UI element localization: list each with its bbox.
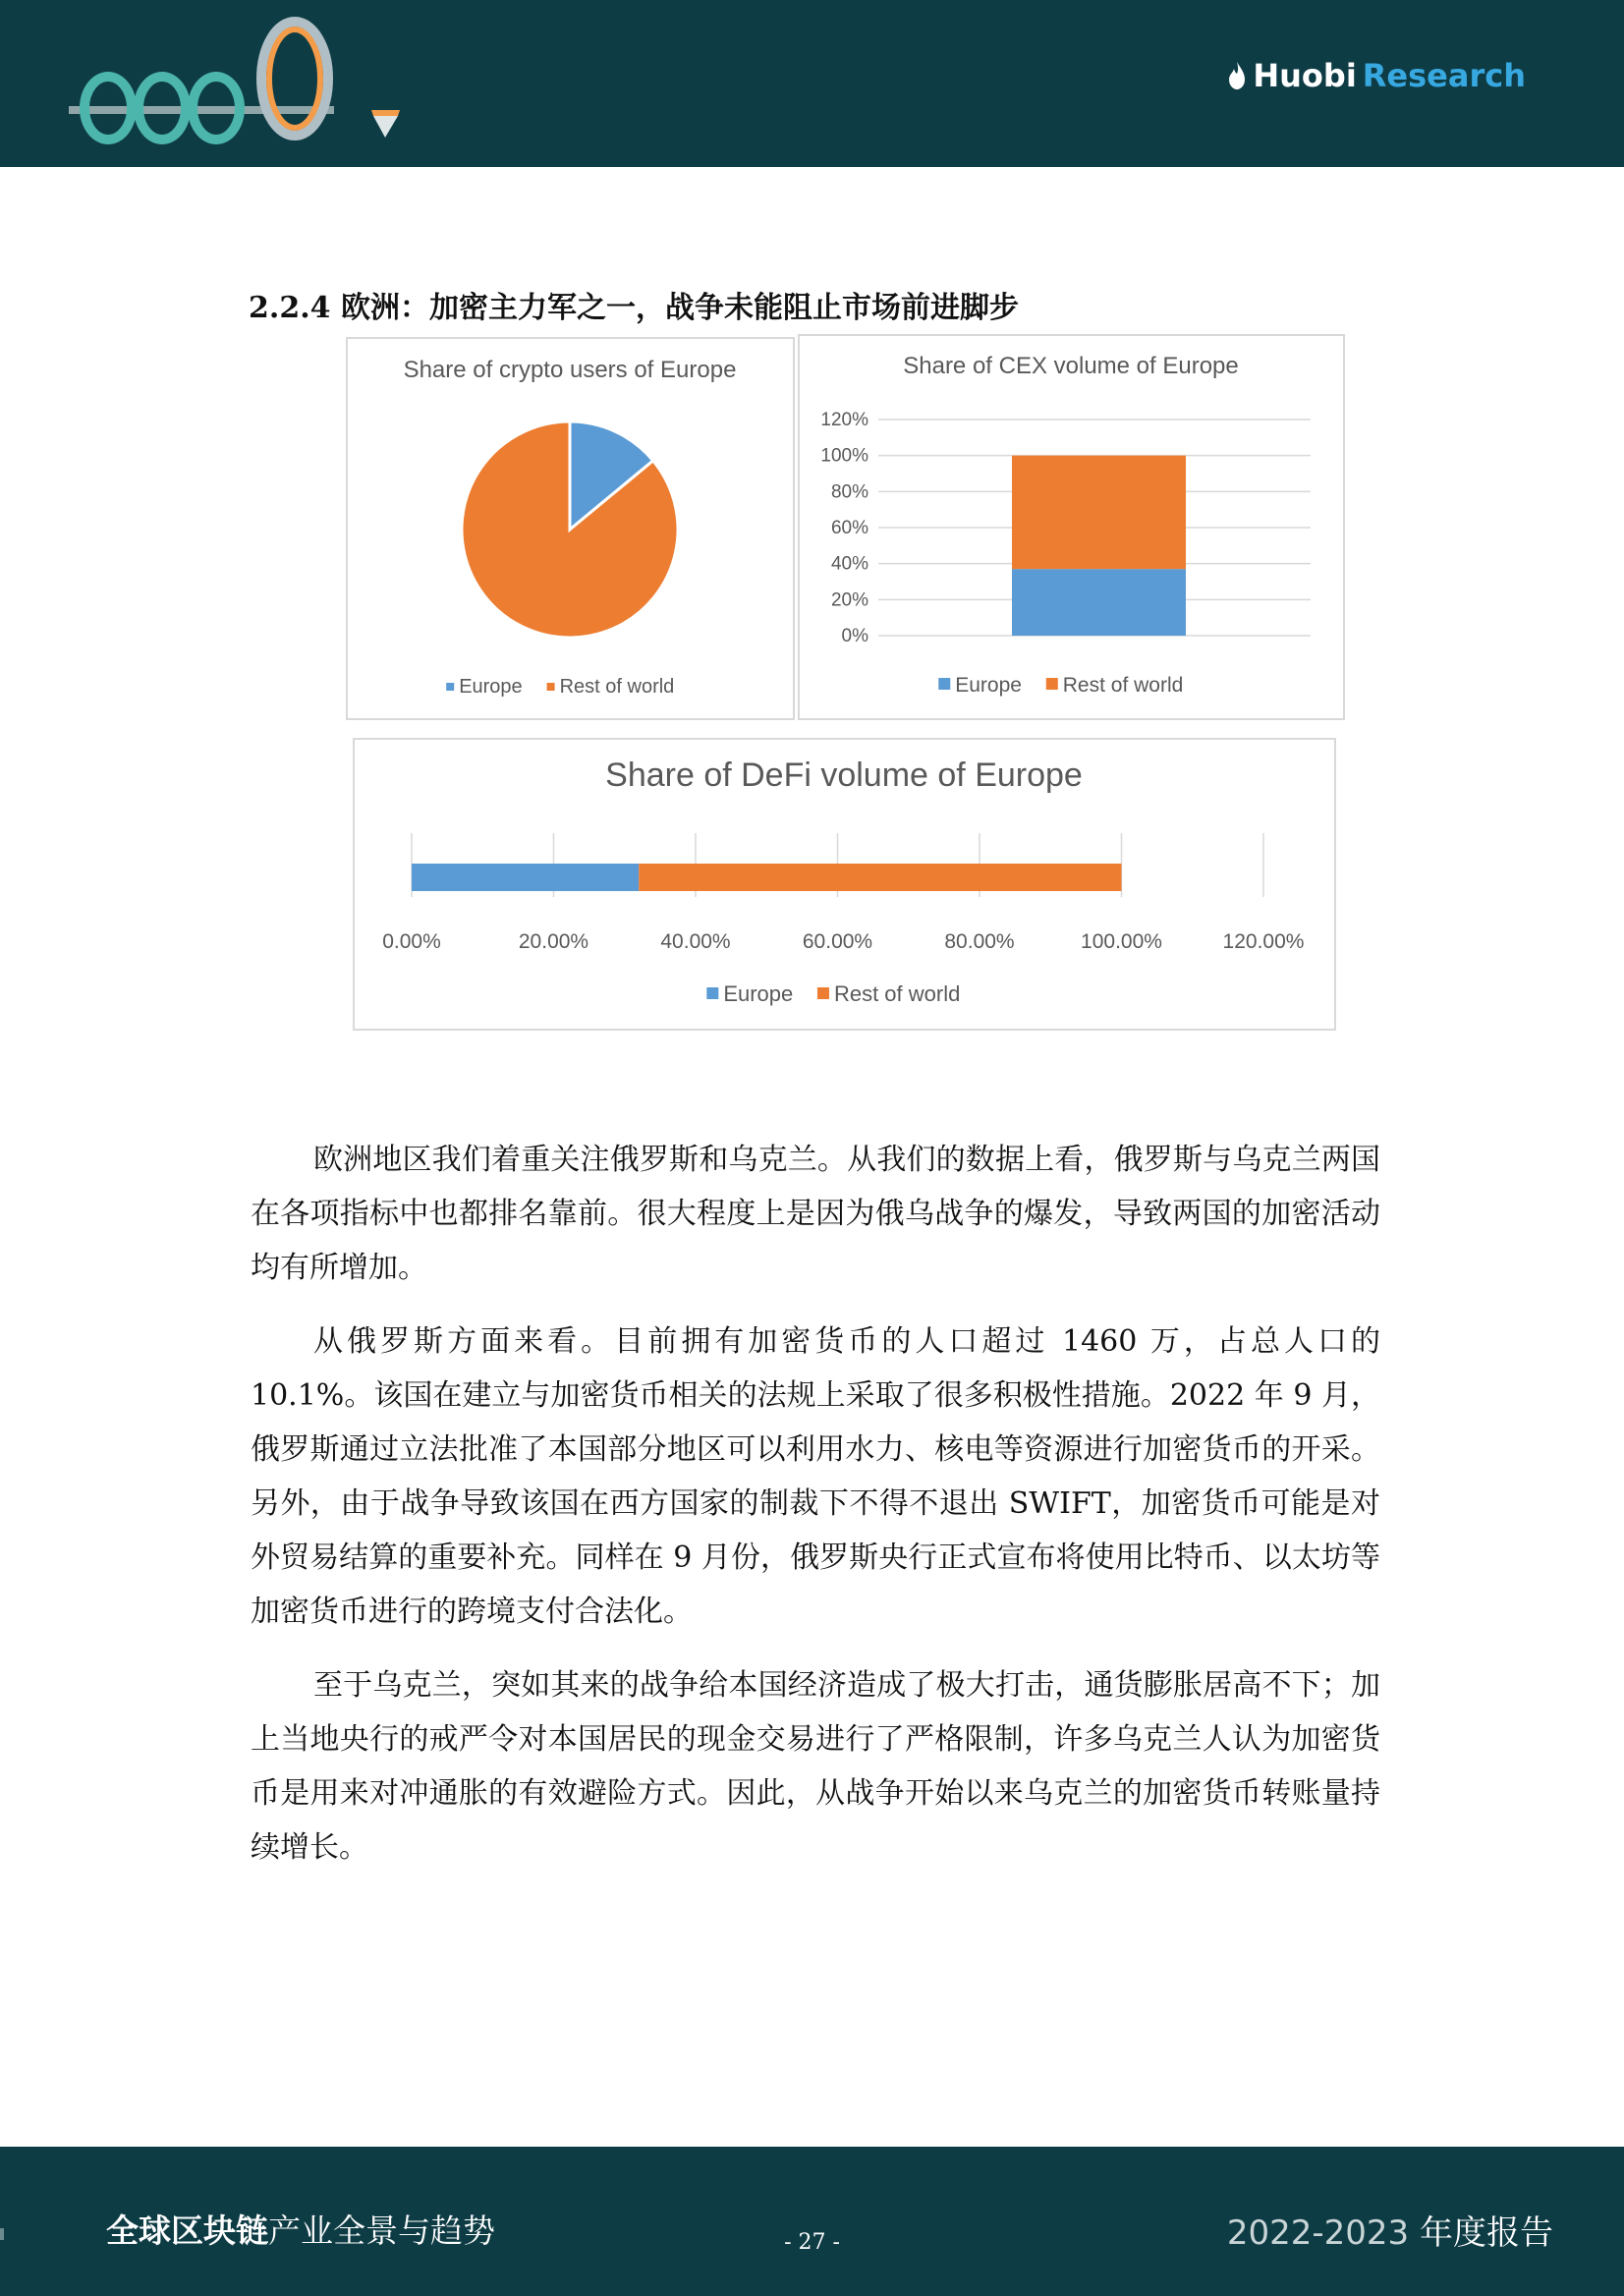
legend-label: Europe	[955, 674, 1022, 697]
legend-label: Rest of world	[559, 676, 675, 698]
legend-swatch	[817, 987, 829, 999]
bar-rest-of-world	[1012, 456, 1186, 569]
report-year-label: 年度报告	[1409, 2213, 1553, 2253]
legend-label: Europe	[459, 676, 523, 698]
x-tick-label: 40.00%	[660, 930, 731, 953]
pie-chart	[348, 339, 793, 718]
legend-label: Europe	[723, 981, 794, 1006]
report-series-bold: 全球区块链	[106, 2212, 268, 2250]
brand-main-text: Huobi	[1253, 57, 1357, 94]
y-tick-label: 100%	[820, 445, 868, 467]
page-number: - 27 -	[784, 2230, 840, 2255]
chart-defi-volume	[353, 738, 1336, 1031]
bar-europe	[412, 864, 639, 891]
section-title: 2.2.4 欧洲：加密主力军之一，战争未能阻止市场前进脚步	[249, 291, 1019, 325]
legend-swatch	[1046, 678, 1058, 690]
x-tick-label: 60.00%	[802, 930, 873, 953]
y-tick-label: 40%	[830, 553, 868, 575]
bar-europe	[1012, 569, 1186, 636]
chart-crypto-users	[346, 337, 795, 720]
legend-swatch	[547, 683, 555, 691]
y-tick-label: 60%	[830, 518, 868, 538]
chart-title: Share of crypto users of Europe	[403, 357, 737, 383]
chart-title: Share of DeFi volume of Europe	[605, 756, 1083, 794]
chart-cex-volume	[798, 334, 1345, 720]
y-tick-label: 0%	[841, 626, 868, 646]
report-year-range: 2022-2023	[1226, 2213, 1410, 2253]
report-series-rest: 产业全景与趋势	[268, 2212, 495, 2250]
y-tick-label: 120%	[820, 410, 868, 430]
bar-rest-of-world	[639, 864, 1121, 891]
legend-swatch	[938, 678, 950, 690]
chart-title: Share of CEX volume of Europe	[903, 353, 1239, 379]
report-year	[1227, 2206, 1553, 2254]
legend-swatch	[446, 683, 454, 691]
x-tick-label: 100.00%	[1081, 930, 1162, 953]
y-tick-label: 80%	[830, 481, 868, 503]
x-tick-label: 80.00%	[944, 930, 1015, 953]
paragraph-1: 欧洲地区我们着重关注俄罗斯和乌克兰。从我们的数据上看，俄罗斯与乌克兰两国在各项指标中也都排名靠前。很大程度上是因为俄乌战争的爆发，导致两国的加密活动均有所增加。	[251, 1143, 1380, 1285]
legend-label: Rest of world	[833, 981, 961, 1006]
stacked-column-chart	[800, 336, 1343, 718]
page-header	[0, 0, 1624, 167]
paragraph-3: 至于乌克兰，突如其来的战争给本国经济造成了极大打击，通货膨胀居高不下；加上当地央行的戒严令对本国居民的现金交易进行了严格限制，许多乌克兰人认为加密货币是用来对冲通胀的有效避险方式。因此，从战争开始以来乌克兰的加密货币转账量持续增长。	[251, 1668, 1380, 1865]
legend-swatch	[706, 987, 718, 999]
brand-accent-text: Research	[1362, 57, 1526, 94]
stacked-bar-chart	[355, 740, 1334, 1029]
flame-icon	[1227, 61, 1247, 90]
x-tick-label: 20.00%	[518, 930, 589, 953]
legend-label: Rest of world	[1062, 674, 1184, 697]
blockchain-rings-logo-icon	[59, 8, 432, 155]
x-tick-label: 0.00%	[382, 930, 441, 953]
x-tick-label: 120.00%	[1222, 930, 1305, 953]
huobi-research-logo	[1227, 57, 1526, 94]
paragraph-2: 从俄罗斯方面来看。目前拥有加密货币的人口超过 1460 万，占总人口的 10.1%。该国在建立与加密货币相关的法规上采取了很多积极性措施。2022 年 9 月，俄罗斯通过立法批准了本国部分地区可以利用水力、核电等资源进行加密货币的开采。另外，由于战争导致该国在西方国家的制裁下不得不退出 SWIFT，加密货币可能是对外贸易结算的重要补充。同样在 9 月份，俄罗斯央行正式宣布将使用比特币、以太坊等加密货币进行的跨境支付合法化。	[251, 1324, 1380, 1629]
y-tick-label: 20%	[830, 589, 868, 611]
